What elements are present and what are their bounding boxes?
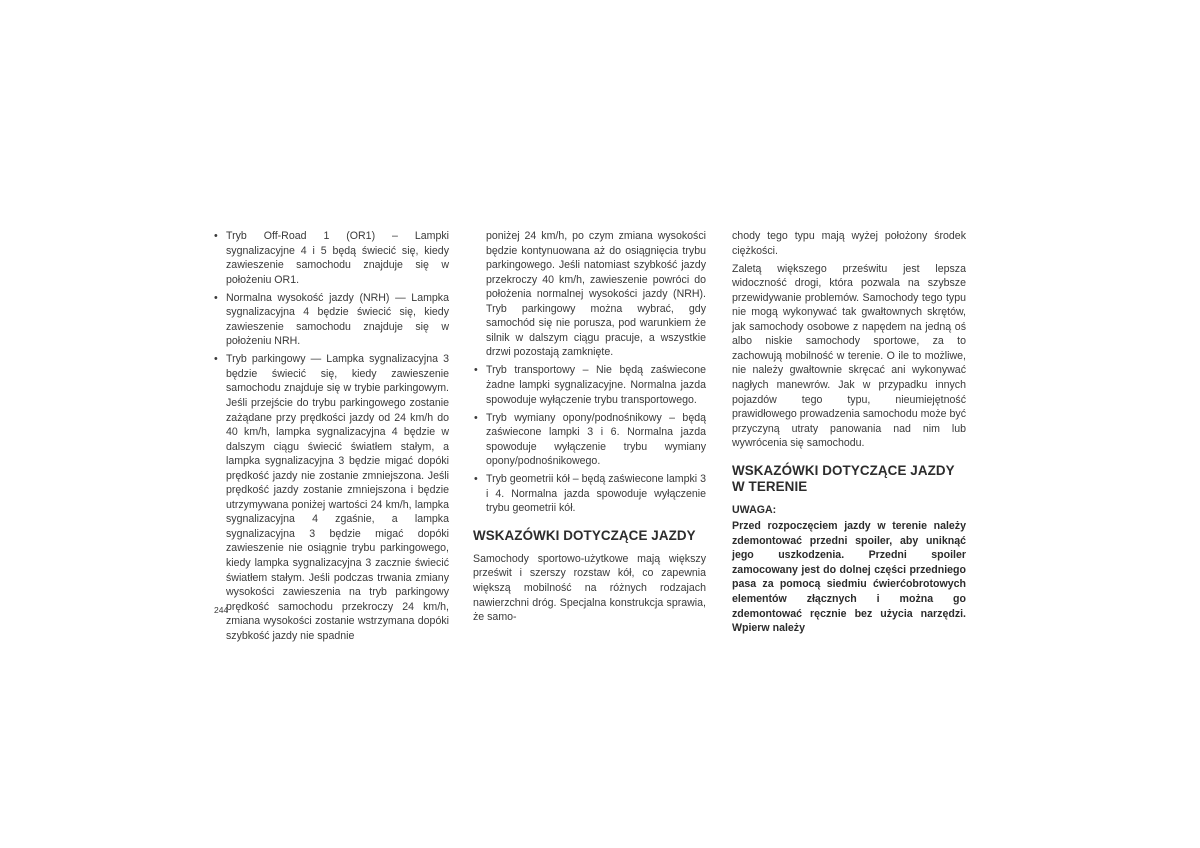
page-number: 244 [214, 605, 229, 615]
heading-line-1: WSKAZÓWKI DOTYCZĄCE JAZDY [732, 462, 955, 478]
bullet-text: Tryb geometrii kół – będą zaświecone lampki 3 i 4. Normalna jazda spowoduje wyłączenie trybu geometrii kół. [486, 473, 706, 515]
heading-line-2: W TERENIE [732, 478, 808, 494]
bullet-text: Normalna wysokość jazdy (NRH) — Lampka sygnalizacyjna 4 będzie świecić się, kiedy zawieszenie samochodu znajduje się w położeniu NRH. [226, 291, 449, 348]
caution-label: UWAGA: [732, 503, 777, 516]
bullet-item-park [213, 352, 449, 643]
text-column-right [732, 229, 966, 639]
section-heading-driving-tips: WSKAZÓWKI DOTYCZĄCE JAZDY [473, 527, 696, 543]
section-heading-offroad-tips [732, 463, 966, 495]
paragraph-center-of-gravity: chody tego typu mają wyżej położony środek ciężkości. [732, 230, 966, 257]
bullet-item-tire-change [473, 411, 706, 469]
bullet-item-transport [473, 363, 706, 407]
text-column-left [213, 229, 449, 647]
paragraph-suv-intro: Samochody sportowo-użytkowe mają większy prześwit i szerszy rozstaw kół, co zapewnia większą mobilność na różnych rodzajach nawierzchni dróg. Specjalna konstrukcja sprawia, że samo- [473, 552, 706, 624]
paragraph-ground-clearance: Zaletą większego prześwitu jest lepsza widoczność drogi, która pozwala na szybsze przewidywanie problemów. Samochody tego typu nie mogą wykonywać tak gwałtownych skrętów, jak samochody osobowe z napędem na jedną oś albo niskie samochody sportowe, za to zachowują mobilność w terenie. O ile to możliwe, nie należy gwałtownie skręcać ani wykonywać nagłych manewrów. Jak w przypadku innych pojazdów tego typu, nieumiejętność prawidłowego prowadzenia samochodu może być przyczyną utraty panowania nad nim lub wywrócenia się samochodu. [732, 262, 966, 450]
bullet-text: Tryb Off-Road 1 (OR1) – Lampki sygnalizacyjne 4 i 5 będą świecić się, kiedy zawieszenie samochodu znajduje się w położeniu OR1. [226, 230, 449, 286]
bullet-text: Tryb transportowy – Nie będą zaświecone żadne lampki sygnalizacyjne. Normalna jazda spowoduje wyłączenie trybu transportowego. [486, 364, 706, 406]
bullet-icon: • [474, 411, 478, 424]
bullet-icon: • [474, 473, 478, 486]
bullet-item-or1 [213, 229, 449, 287]
bullet-continuation: poniżej 24 km/h, po czym zmiana wysokości będzie kontynuowana aż do osiągnięcia trybu parkingowego. Jeśli natomiast szybkość jazdy przekroczy 40 km/h, zawieszenie powróci do położenia normalnej wysokości jazdy (NRH). Tryb parkingowy można wybrać, gdy samochód się nie porusza, pod warunkiem że silnik w dalszym ciągu pracuje, a wszystkie drzwi pozostają zamknięte. [486, 230, 706, 359]
bullet-icon: • [214, 353, 218, 366]
bullet-text: Tryb wymiany opony/podnośnikowy – będą zaświecone lampki 3 i 6. Normalna jazda spowoduje wyłączenie trybu wymiany opony/podnośnikowego. [486, 411, 706, 468]
caution-text: Przed rozpoczęciem jazdy w terenie należy zdemontować przedni spoiler, aby uniknąć jego uszkodzenia. Przedni spoiler zamocowany jest do dolnej części przedniego pasa za pomocą siedmiu ćwierćobrotowych elementów złącznych i można go zdemontować ręcznie bez użycia narzędzi. Wpierw należy [732, 520, 966, 635]
bullet-icon: • [214, 291, 218, 304]
bullet-item-nrh [213, 291, 449, 349]
bullet-icon: • [474, 364, 478, 377]
bullet-item-alignment [473, 472, 706, 516]
bullet-icon: • [214, 230, 218, 242]
text-column-middle [473, 229, 706, 628]
bullet-text: Tryb parkingowy — Lampka sygnalizacyjna 3 będzie świecić się, kiedy zawieszenie samochodu znajduje się w trybie parkingowym. Jeśli przejście do trybu parkingowego zostanie zażądane przy prędkości jazdy od 24 km/h do 40 km/h, lampka sygnalizacyjna 4 będzie w dalszym ciągu świecić światłem stałym, a lampka sygnalizacyjna 3 będzie migać dopóki prędkość jazdy nie zostanie zmniejszona. Jeśli prędkość jazdy zostanie zmniejszona i będzie utrzymywana poniżej wartości 24 km/h, lampka sygnalizacyjna 4 zgaśnie, a lampka sygnalizacyjna 3 będzie migać dopóki zawieszenie nie osiągnie trybu parkingowego, kiedy lampka sygnalizacyjna 3 zacznie świecić światłem stałym. Jeśli podczas trwania zmiany wysokości zawieszenia na tryb parkingowy prędkość samochodu przekroczy 24 km/h, zmiana wysokości zostanie wstrzymana dopóki szybkość jazdy nie spadnie [226, 353, 449, 642]
